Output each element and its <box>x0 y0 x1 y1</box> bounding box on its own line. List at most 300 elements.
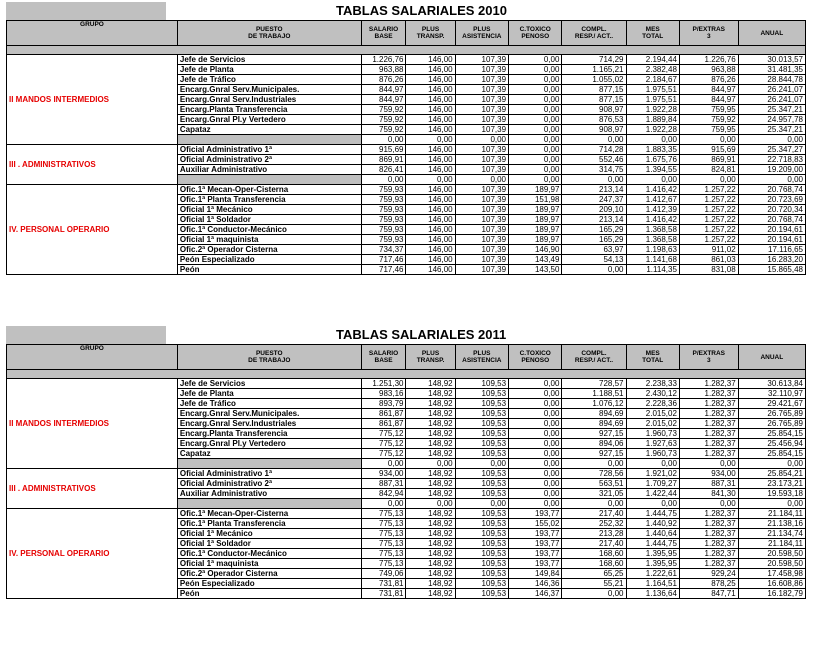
value-cell: 876,53 <box>562 115 626 125</box>
value-cell: 927,15 <box>562 429 626 439</box>
value-cell: 321,05 <box>562 489 626 499</box>
value-cell: 107,39 <box>455 65 508 75</box>
value-cell: 109,53 <box>455 479 508 489</box>
value-cell: 0,00 <box>562 589 626 599</box>
value-cell: 20.768,74 <box>738 215 805 225</box>
value-cell: 213,14 <box>562 215 626 225</box>
value-cell: 20.598,50 <box>738 559 805 569</box>
job-title-cell: Encarg.Gnral Serv.Municipales. <box>177 409 361 419</box>
value-cell: 148,92 <box>406 469 455 479</box>
value-cell: 1.440,92 <box>626 519 679 529</box>
job-title-cell: Oficial 1ª maquinista <box>177 235 361 245</box>
value-cell: 1.395,95 <box>626 549 679 559</box>
value-cell: 1.282,37 <box>679 419 738 429</box>
value-cell: 17.116,65 <box>738 245 805 255</box>
value-cell: 1.282,37 <box>679 549 738 559</box>
value-cell: 878,25 <box>679 579 738 589</box>
value-cell: 1.282,37 <box>679 389 738 399</box>
job-title-cell: Peón Especializado <box>177 255 361 265</box>
value-cell: 189,97 <box>509 215 562 225</box>
value-cell: 963,88 <box>361 65 406 75</box>
value-cell: 146,00 <box>406 115 455 125</box>
value-cell: 759,95 <box>679 105 738 115</box>
value-cell: 146,00 <box>406 145 455 155</box>
value-cell: 109,53 <box>455 409 508 419</box>
value-cell: 775,13 <box>361 549 406 559</box>
value-cell: 146,00 <box>406 245 455 255</box>
table-row <box>7 379 806 389</box>
group-label: III . ADMINISTRATIVOS <box>7 145 178 185</box>
job-title-cell: Oficial 1ª Mecánico <box>177 205 361 215</box>
value-cell: 109,53 <box>455 469 508 479</box>
value-cell: 894,69 <box>562 409 626 419</box>
shade-bar-cell <box>7 46 806 55</box>
value-cell: 30.613,84 <box>738 379 805 389</box>
subtotal-cell: 0,00 <box>455 499 508 509</box>
value-cell: 26.241,07 <box>738 95 805 105</box>
value-cell: 0,00 <box>509 489 562 499</box>
value-cell: 831,08 <box>679 265 738 275</box>
job-title-cell: Ofic.1ª Mecan-Oper-Cisterna <box>177 185 361 195</box>
subtotal-cell: 0,00 <box>679 135 738 145</box>
value-cell: 193,77 <box>509 529 562 539</box>
value-cell: 1.282,37 <box>679 539 738 549</box>
salary-table-2011-section <box>6 326 806 599</box>
job-title-cell: Jefe de Tráfico <box>177 399 361 409</box>
value-cell: 759,93 <box>361 235 406 245</box>
value-cell: 1.282,37 <box>679 379 738 389</box>
value-cell: 0,00 <box>509 409 562 419</box>
value-cell: 107,39 <box>455 205 508 215</box>
value-cell: 861,87 <box>361 409 406 419</box>
value-cell: 775,12 <box>361 449 406 459</box>
value-cell: 869,91 <box>361 155 406 165</box>
header-transp: PLUS TRANSP. <box>406 21 455 46</box>
value-cell: 26.765,89 <box>738 419 805 429</box>
value-cell: 1.675,76 <box>626 155 679 165</box>
table-row <box>7 55 806 65</box>
subtotal-cell: 0,00 <box>738 135 805 145</box>
value-cell: 2.015,02 <box>626 409 679 419</box>
value-cell: 148,92 <box>406 379 455 389</box>
value-cell: 146,00 <box>406 105 455 115</box>
value-cell: 1.198,63 <box>626 245 679 255</box>
value-cell: 0,00 <box>509 85 562 95</box>
value-cell: 29.421,67 <box>738 399 805 409</box>
job-title-cell: Ofic.1ª Mecan-Oper-Cisterna <box>177 509 361 519</box>
value-cell: 1.282,37 <box>679 559 738 569</box>
value-cell: 165,29 <box>562 225 626 235</box>
subtotal-shade <box>177 135 361 145</box>
value-cell: 146,00 <box>406 155 455 165</box>
value-cell: 25.854,15 <box>738 429 805 439</box>
value-cell: 929,24 <box>679 569 738 579</box>
value-cell: 21.138,16 <box>738 519 805 529</box>
subtotal-cell: 0,00 <box>361 459 406 469</box>
value-cell: 146,00 <box>406 255 455 265</box>
value-cell: 759,93 <box>361 225 406 235</box>
value-cell: 0,00 <box>509 469 562 479</box>
value-cell: 217,40 <box>562 539 626 549</box>
header-row <box>7 21 806 46</box>
value-cell: 21.184,11 <box>738 539 805 549</box>
value-cell: 1.416,42 <box>626 185 679 195</box>
value-cell: 1.226,76 <box>361 55 406 65</box>
value-cell: 107,39 <box>455 145 508 155</box>
value-cell: 16.182,79 <box>738 589 805 599</box>
value-cell: 21.184,11 <box>738 509 805 519</box>
value-cell: 193,77 <box>509 559 562 569</box>
subtotal-cell: 0,00 <box>361 135 406 145</box>
subtotal-shade <box>177 459 361 469</box>
value-cell: 107,39 <box>455 75 508 85</box>
value-cell: 22.718,83 <box>738 155 805 165</box>
subtotal-cell: 0,00 <box>361 175 406 185</box>
value-cell: 877,15 <box>562 95 626 105</box>
value-cell: 1.975,51 <box>626 95 679 105</box>
job-title-cell: Peón Especializado <box>177 579 361 589</box>
subtotal-cell: 0,00 <box>509 459 562 469</box>
value-cell: 189,97 <box>509 205 562 215</box>
value-cell: 1.257,22 <box>679 195 738 205</box>
value-cell: 107,39 <box>455 155 508 165</box>
value-cell: 759,92 <box>361 115 406 125</box>
value-cell: 759,93 <box>361 195 406 205</box>
value-cell: 148,92 <box>406 429 455 439</box>
job-title-cell: Peón <box>177 265 361 275</box>
value-cell: 894,06 <box>562 439 626 449</box>
value-cell: 20.768,74 <box>738 185 805 195</box>
value-cell: 146,00 <box>406 235 455 245</box>
value-cell: 908,97 <box>562 105 626 115</box>
header-row <box>7 345 806 370</box>
value-cell: 826,41 <box>361 165 406 175</box>
value-cell: 146,00 <box>406 125 455 135</box>
subtotal-cell: 0,00 <box>406 459 455 469</box>
subtotal-cell: 0,00 <box>455 135 508 145</box>
value-cell: 2.430,12 <box>626 389 679 399</box>
header-compl: COMPL. RESP./ ACT.. <box>562 345 626 370</box>
value-cell: 148,92 <box>406 399 455 409</box>
value-cell: 143,50 <box>509 265 562 275</box>
value-cell: 0,00 <box>509 105 562 115</box>
value-cell: 1.257,22 <box>679 185 738 195</box>
value-cell: 983,16 <box>361 389 406 399</box>
value-cell: 1.164,51 <box>626 579 679 589</box>
job-title-cell: Peón <box>177 589 361 599</box>
value-cell: 109,53 <box>455 579 508 589</box>
subtotal-cell: 0,00 <box>562 499 626 509</box>
value-cell: 155,02 <box>509 519 562 529</box>
value-cell: 146,00 <box>406 85 455 95</box>
subtotal-cell: 0,00 <box>406 499 455 509</box>
value-cell: 148,92 <box>406 519 455 529</box>
job-title-cell: Ofic.1ª Planta Transferencia <box>177 195 361 205</box>
value-cell: 146,00 <box>406 95 455 105</box>
value-cell: 1.251,30 <box>361 379 406 389</box>
value-cell: 1.395,95 <box>626 559 679 569</box>
header-asist: PLUS ASISTENCIA <box>455 345 508 370</box>
value-cell: 148,92 <box>406 439 455 449</box>
value-cell: 893,79 <box>361 399 406 409</box>
subtotal-cell: 0,00 <box>626 135 679 145</box>
value-cell: 1.927,63 <box>626 439 679 449</box>
job-title-cell: Oficial Administrativo 1ª <box>177 469 361 479</box>
value-cell: 0,00 <box>509 95 562 105</box>
value-cell: 213,28 <box>562 529 626 539</box>
shade-bar <box>7 46 806 55</box>
value-cell: 109,53 <box>455 439 508 449</box>
value-cell: 146,36 <box>509 579 562 589</box>
value-cell: 107,39 <box>455 55 508 65</box>
value-cell: 1.422,44 <box>626 489 679 499</box>
value-cell: 25.456,94 <box>738 439 805 449</box>
value-cell: 1.141,68 <box>626 255 679 265</box>
job-title-cell: Oficial Administrativo 2ª <box>177 479 361 489</box>
value-cell: 887,31 <box>679 479 738 489</box>
value-cell: 714,28 <box>562 145 626 155</box>
subtotal-cell: 0,00 <box>361 499 406 509</box>
value-cell: 0,00 <box>509 65 562 75</box>
group-label: III . ADMINISTRATIVOS <box>7 469 178 509</box>
value-cell: 24.957,78 <box>738 115 805 125</box>
value-cell: 20.194,61 <box>738 235 805 245</box>
value-cell: 759,93 <box>361 205 406 215</box>
value-cell: 252,32 <box>562 519 626 529</box>
value-cell: 1.394,55 <box>626 165 679 175</box>
value-cell: 168,60 <box>562 559 626 569</box>
value-cell: 148,92 <box>406 589 455 599</box>
job-title-cell: Encarg.Gnral Pl.y Vertedero <box>177 115 361 125</box>
value-cell: 16.283,20 <box>738 255 805 265</box>
value-cell: 107,39 <box>455 85 508 95</box>
job-title-cell: Auxiliar Administrativo <box>177 165 361 175</box>
value-cell: 1.114,35 <box>626 265 679 275</box>
value-cell: 728,57 <box>562 379 626 389</box>
value-cell: 148,92 <box>406 549 455 559</box>
value-cell: 1.282,37 <box>679 449 738 459</box>
value-cell: 759,93 <box>361 215 406 225</box>
job-title-cell: Ofic.2ª Operador Cisterna <box>177 245 361 255</box>
group-label: II MANDOS INTERMEDIOS <box>7 379 178 469</box>
value-cell: 0,00 <box>509 379 562 389</box>
value-cell: 1.076,12 <box>562 399 626 409</box>
subtotal-cell: 0,00 <box>738 499 805 509</box>
header-asist: PLUS ASISTENCIA <box>455 21 508 46</box>
value-cell: 148,92 <box>406 559 455 569</box>
job-title-cell: Encarg.Gnral Serv.Municipales. <box>177 85 361 95</box>
job-title-cell: Oficial 1ª Soldador <box>177 215 361 225</box>
job-title-cell: Auxiliar Administrativo <box>177 489 361 499</box>
subtotal-cell: 0,00 <box>406 175 455 185</box>
job-title-cell: Capataz <box>177 125 361 135</box>
subtotal-cell: 0,00 <box>738 459 805 469</box>
value-cell: 146,00 <box>406 265 455 275</box>
value-cell: 1.136,64 <box>626 589 679 599</box>
value-cell: 2.194,44 <box>626 55 679 65</box>
value-cell: 189,97 <box>509 235 562 245</box>
value-cell: 0,00 <box>509 479 562 489</box>
value-cell: 1.883,35 <box>626 145 679 155</box>
value-cell: 911,02 <box>679 245 738 255</box>
value-cell: 714,29 <box>562 55 626 65</box>
job-title-cell: Oficial 1ª Mecánico <box>177 529 361 539</box>
value-cell: 1.709,27 <box>626 479 679 489</box>
value-cell: 1.282,37 <box>679 529 738 539</box>
value-cell: 148,92 <box>406 569 455 579</box>
value-cell: 148,92 <box>406 539 455 549</box>
header-extras: P/EXTRAS 3 <box>679 21 738 46</box>
value-cell: 148,92 <box>406 579 455 589</box>
value-cell: 146,00 <box>406 225 455 235</box>
value-cell: 861,87 <box>361 419 406 429</box>
value-cell: 775,13 <box>361 509 406 519</box>
value-cell: 1.440,64 <box>626 529 679 539</box>
value-cell: 2.015,02 <box>626 419 679 429</box>
value-cell: 1.412,67 <box>626 195 679 205</box>
value-cell: 217,40 <box>562 509 626 519</box>
job-title-cell: Encarg.Planta Transferencia <box>177 105 361 115</box>
value-cell: 759,92 <box>679 115 738 125</box>
table-row <box>7 509 806 519</box>
value-cell: 148,92 <box>406 419 455 429</box>
value-cell: 1.922,28 <box>626 105 679 115</box>
subtotal-cell: 0,00 <box>679 459 738 469</box>
value-cell: 2.228,36 <box>626 399 679 409</box>
header-grupo: GRUPO <box>7 21 178 46</box>
value-cell: 16.608,86 <box>738 579 805 589</box>
subtotal-cell: 0,00 <box>626 459 679 469</box>
header-mes: MES TOTAL <box>626 21 679 46</box>
value-cell: 1.226,76 <box>679 55 738 65</box>
value-cell: 1.282,37 <box>679 519 738 529</box>
value-cell: 146,00 <box>406 55 455 65</box>
value-cell: 1.416,42 <box>626 215 679 225</box>
value-cell: 107,39 <box>455 215 508 225</box>
value-cell: 109,53 <box>455 569 508 579</box>
value-cell: 869,91 <box>679 155 738 165</box>
subtotal-cell: 0,00 <box>626 175 679 185</box>
value-cell: 0,00 <box>509 439 562 449</box>
header-toxico: C.TOXICO PENOSO <box>509 21 562 46</box>
subtotal-shade <box>177 499 361 509</box>
subtotal-cell: 0,00 <box>562 175 626 185</box>
value-cell: 109,53 <box>455 559 508 569</box>
value-cell: 1.188,51 <box>562 389 626 399</box>
value-cell: 107,39 <box>455 255 508 265</box>
value-cell: 149,84 <box>509 569 562 579</box>
subtotal-cell: 0,00 <box>509 135 562 145</box>
value-cell: 0,00 <box>509 399 562 409</box>
value-cell: 146,00 <box>406 75 455 85</box>
value-cell: 55,21 <box>562 579 626 589</box>
value-cell: 107,39 <box>455 195 508 205</box>
job-title-cell: Oficial 1ª maquinista <box>177 559 361 569</box>
value-cell: 1.889,84 <box>626 115 679 125</box>
subtotal-cell: 0,00 <box>455 459 508 469</box>
table-row <box>7 185 806 195</box>
value-cell: 109,53 <box>455 379 508 389</box>
subtotal-cell: 0,00 <box>626 499 679 509</box>
value-cell: 148,92 <box>406 389 455 399</box>
shade-bar-cell <box>7 370 806 379</box>
value-cell: 0,00 <box>509 55 562 65</box>
value-cell: 1.444,75 <box>626 539 679 549</box>
subtotal-cell: 0,00 <box>738 175 805 185</box>
job-title-cell: Ofic.1ª Conductor-Mecánico <box>177 549 361 559</box>
value-cell: 0,00 <box>509 125 562 135</box>
value-cell: 1.282,37 <box>679 439 738 449</box>
value-cell: 193,77 <box>509 509 562 519</box>
value-cell: 109,53 <box>455 399 508 409</box>
salary-table-2010-section <box>6 2 806 275</box>
value-cell: 107,39 <box>455 115 508 125</box>
value-cell: 213,14 <box>562 185 626 195</box>
value-cell: 25.347,21 <box>738 105 805 115</box>
value-cell: 109,53 <box>455 509 508 519</box>
value-cell: 824,81 <box>679 165 738 175</box>
value-cell: 148,92 <box>406 409 455 419</box>
value-cell: 1.257,22 <box>679 235 738 245</box>
value-cell: 107,39 <box>455 235 508 245</box>
value-cell: 0,00 <box>562 265 626 275</box>
value-cell: 1.960,73 <box>626 429 679 439</box>
job-title-cell: Jefe de Planta <box>177 65 361 75</box>
title-shade <box>6 2 166 20</box>
value-cell: 109,53 <box>455 419 508 429</box>
value-cell: 775,13 <box>361 539 406 549</box>
value-cell: 775,13 <box>361 519 406 529</box>
value-cell: 915,69 <box>679 145 738 155</box>
value-cell: 31.481,35 <box>738 65 805 75</box>
value-cell: 146,00 <box>406 165 455 175</box>
job-title-cell: Ofic.1ª Planta Transferencia <box>177 519 361 529</box>
value-cell: 146,00 <box>406 215 455 225</box>
header-mes: MES TOTAL <box>626 345 679 370</box>
value-cell: 1.055,02 <box>562 75 626 85</box>
value-cell: 21.134,74 <box>738 529 805 539</box>
value-cell: 877,15 <box>562 85 626 95</box>
value-cell: 107,39 <box>455 245 508 255</box>
value-cell: 146,00 <box>406 65 455 75</box>
value-cell: 1.257,22 <box>679 205 738 215</box>
value-cell: 759,92 <box>361 105 406 115</box>
header-toxico: C.TOXICO PENOSO <box>509 345 562 370</box>
value-cell: 894,69 <box>562 419 626 429</box>
value-cell: 887,31 <box>361 479 406 489</box>
job-title-cell: Encarg.Planta Transferencia <box>177 429 361 439</box>
value-cell: 189,97 <box>509 185 562 195</box>
value-cell: 19.209,00 <box>738 165 805 175</box>
value-cell: 151,98 <box>509 195 562 205</box>
value-cell: 107,39 <box>455 265 508 275</box>
value-cell: 63,97 <box>562 245 626 255</box>
value-cell: 1.975,51 <box>626 85 679 95</box>
job-title-cell: Encarg.Gnral Serv.Industriales <box>177 419 361 429</box>
value-cell: 963,88 <box>679 65 738 75</box>
value-cell: 1.282,37 <box>679 429 738 439</box>
value-cell: 148,92 <box>406 509 455 519</box>
value-cell: 2.382,48 <box>626 65 679 75</box>
value-cell: 2.238,33 <box>626 379 679 389</box>
value-cell: 189,97 <box>509 225 562 235</box>
value-cell: 146,90 <box>509 245 562 255</box>
value-cell: 32.110,97 <box>738 389 805 399</box>
value-cell: 1.282,37 <box>679 409 738 419</box>
shade-bar <box>7 370 806 379</box>
job-title-cell: Jefe de Servicios <box>177 379 361 389</box>
value-cell: 552,46 <box>562 155 626 165</box>
